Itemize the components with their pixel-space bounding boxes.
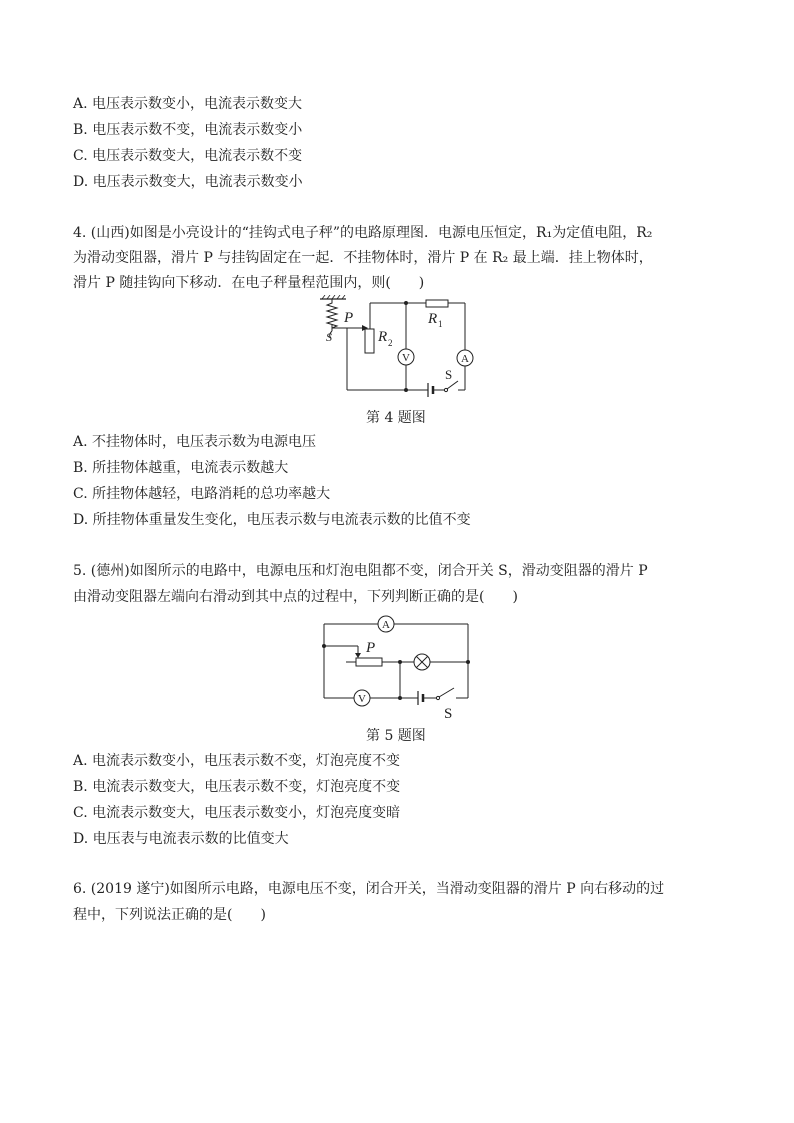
q4-option-b: B. 所挂物体越重，电流表示数越大 xyxy=(73,460,289,476)
q5-switch-label: S xyxy=(444,706,453,722)
q4-option-a: A. 不挂物体时，电压表示数为电源电压 xyxy=(73,434,317,450)
q4-stem-line-1: 4. (山西)如图是小亮设计的“挂钩式电子秤”的电路原理图．电源电压恒定，R₁为定值电阻，R₂ xyxy=(73,225,653,241)
q5-stem-line-2: 由滑动变阻器左端向右滑动到其中点的过程中，下列判断正确的是( ) xyxy=(73,589,518,605)
q3-option-d: D. 电压表示数变大，电流表示数变小 xyxy=(73,174,303,190)
q5-stem-line-1: 5. (德州)如图所示的电路中，电源电压和灯泡电阻都不变，闭合开关 S，滑动变阻器的滑片 P xyxy=(73,563,648,579)
q4-ammeter-label: A xyxy=(461,353,469,365)
q4-switch-label: S xyxy=(445,367,453,382)
q4-r2-subscript: 2 xyxy=(388,338,393,348)
q5-circuit-diagram xyxy=(318,610,478,722)
q4-r2-label: R xyxy=(378,329,388,345)
q5-option-b: B. 电流表示数变大，电压表示数不变，灯泡亮度不变 xyxy=(73,779,401,795)
q5-slider-label: P xyxy=(366,640,376,656)
q4-slider-label: P xyxy=(344,310,354,326)
q4-option-c: C. 所挂物体越轻，电路消耗的总功率越大 xyxy=(73,486,331,502)
q5-figure-caption: 第 5 题图 xyxy=(366,728,426,744)
q4-r1-resistor xyxy=(426,300,448,307)
q4-r2-resistor xyxy=(365,329,374,353)
q5-option-c: C. 电流表示数变大，电压表示数变小，灯泡亮度变暗 xyxy=(73,805,401,821)
q4-circuit-diagram xyxy=(310,295,490,403)
q4-option-d: D. 所挂物体重量发生变化，电压表示数与电流表示数的比值不变 xyxy=(73,512,471,528)
q4-figure-caption: 第 4 题图 xyxy=(366,410,426,426)
q3-option-c: C. 电压表示数变大，电流表示数不变 xyxy=(73,148,303,164)
q5-ammeter-label: A xyxy=(382,619,390,631)
q5-option-d: D. 电压表与电流表示数的比值变大 xyxy=(73,831,289,847)
q4-r1-label: R xyxy=(428,311,438,327)
q5-rheostat xyxy=(356,658,382,666)
q6-stem-line-2: 程中，下列说法正确的是( ) xyxy=(73,907,266,923)
q4-r1-subscript: 1 xyxy=(438,319,443,329)
q5-option-a: A. 电流表示数变小，电压表示数不变，灯泡亮度不变 xyxy=(73,753,401,769)
q3-option-b: B. 电压表示数不变，电流表示数变小 xyxy=(73,122,303,138)
q4-stem-line-3: 滑片 P 随挂钩向下移动．在电子秤量程范围内，则( ) xyxy=(73,275,425,291)
q5-voltmeter-label: V xyxy=(358,693,366,705)
q4-hook-label: S xyxy=(326,330,332,344)
q6-stem-line-1: 6. (2019 遂宁)如图所示电路，电源电压不变，闭合开关，当滑动变阻器的滑片 P 向右移动的过 xyxy=(73,881,665,897)
q3-option-a: A. 电压表示数变小，电流表示数变大 xyxy=(73,96,303,112)
q4-stem-line-2: 为滑动变阻器，滑片 P 与挂钩固定在一起．不挂物体时，滑片 P 在 R₂ 最上端．挂上物体时， xyxy=(73,250,653,266)
q5-lamp xyxy=(414,654,430,670)
q4-voltmeter-label: V xyxy=(402,352,410,364)
